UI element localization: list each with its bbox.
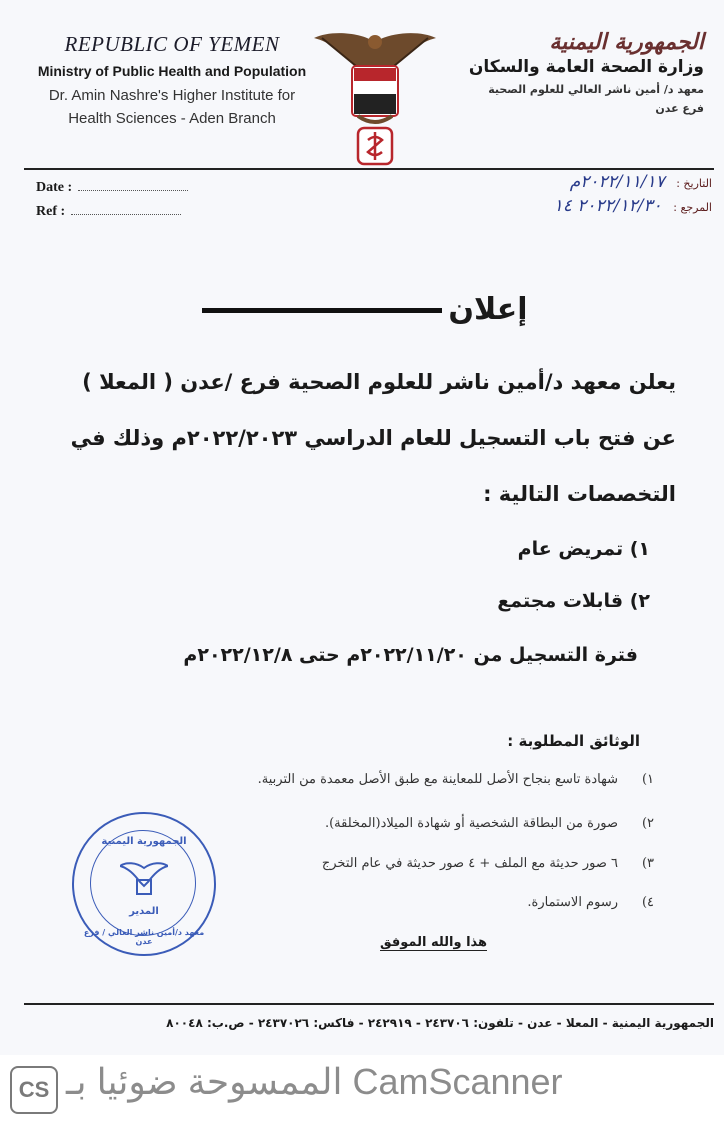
english-institute-line1: Dr. Amin Nashre's Higher Institute for xyxy=(48,87,296,104)
body-line-3: التخصصات التالية : xyxy=(483,482,676,506)
official-stamp xyxy=(72,812,216,956)
body-line-2: عن فتح باب التسجيل للعام الدراسي ٢٠٢٢/٢٠٢٣م وذلك في xyxy=(70,426,676,450)
specialty-item xyxy=(518,538,650,560)
yemen-emblem-icon xyxy=(312,28,438,168)
footer-contact: الجمهورية اليمنية - المعلا - عدن - تلفون: ٢٤٣٧٠٦ - ٢٤٢٩١٩ - فاكس: ٢٤٣٧٠٢٦ - ص.ب: ٨٠٠٤٨ xyxy=(166,1016,714,1030)
header-divider xyxy=(24,168,714,170)
camscanner-logo-icon: CS xyxy=(10,1066,58,1114)
registration-period: فترة التسجيل من ٢٠٢٢/١١/٢٠م حتى ٢٠٢٢/١٢/٨م xyxy=(183,644,638,666)
arabic-institute: معهد د/ أمين ناشر العالي للعلوم الصحية xyxy=(488,83,704,96)
document-text: شهادة تاسع بنجاح الأصل للمعاينة مع طبق الأصل معمدة من التربية. xyxy=(257,772,618,787)
arabic-branch: فرع عدن xyxy=(655,102,704,115)
english-institute-line2: Health Sciences - Aden Branch xyxy=(68,110,276,128)
date-label: Date : xyxy=(36,180,73,195)
closing-phrase: هذا والله الموفق xyxy=(380,935,488,950)
arabic-ref-label: المرجع : xyxy=(673,201,712,214)
date-field xyxy=(36,180,188,196)
english-header xyxy=(22,32,322,131)
document-text: صورة من البطاقة الشخصية أو شهادة الميلاد(المخلقة). xyxy=(324,816,618,831)
specialty-label: تمريض عام xyxy=(517,538,624,560)
announcement-body xyxy=(36,354,676,522)
body-line-1: يعلن معهد د/أمين ناشر للعلوم الصحية فرع /عدن ( المعلا ) xyxy=(82,370,676,394)
stamp-ring-text: معهد د/أمين ناشر العالي / فرع عدن xyxy=(83,928,205,946)
arabic-ref-field xyxy=(554,196,712,216)
arabic-date-label: التاريخ : xyxy=(676,177,712,190)
document-number: ٤) xyxy=(641,895,654,910)
stamp-role: المدير xyxy=(129,906,159,917)
ref-field xyxy=(36,204,181,220)
document-number: ١) xyxy=(641,772,654,787)
stamp-top-text: الجمهورية اليمنية xyxy=(101,836,187,847)
arabic-republic: الجمهورية اليمنية xyxy=(549,30,704,55)
footer-divider xyxy=(24,1003,714,1005)
required-documents-heading: الوثائق المطلوبة : xyxy=(507,732,640,750)
english-ministry: Ministry of Public Health and Population xyxy=(37,63,307,79)
specialty-item xyxy=(497,590,650,612)
document-number: ٢) xyxy=(641,816,654,831)
english-republic: REPUBLIC OF YEMEN xyxy=(64,32,280,56)
specialty-label: قابلات مجتمع xyxy=(497,590,624,612)
arabic-ministry: وزارة الصحة العامة والسكان xyxy=(468,57,704,77)
handwritten-ref: ٢٠٢٢/١٢/٣٠ ١٤ xyxy=(553,196,662,216)
document-text: رسوم الاستمارة. xyxy=(527,895,618,910)
specialty-number: ١) xyxy=(629,538,650,560)
document-item xyxy=(94,772,654,787)
stamp-eagle-icon xyxy=(120,862,168,900)
announcement-title-text: إعلان xyxy=(448,292,528,327)
camscanner-watermark xyxy=(0,1055,724,1123)
handwritten-date: ٢٠٢٢/١١/١٧م xyxy=(569,172,665,192)
specialty-number: ٢) xyxy=(629,590,650,612)
arabic-header xyxy=(434,30,704,115)
document-text: ٦ صور حديثة مع الملف + ٤ صور حديثة في عام التخرج xyxy=(321,856,618,871)
camscanner-text: الممسوحة ضوئيا بـ CamScanner xyxy=(66,1061,563,1102)
arabic-date-field xyxy=(570,172,712,192)
announcement-title xyxy=(0,292,724,327)
document-number: ٣) xyxy=(641,856,654,871)
english-institute xyxy=(22,84,322,131)
ref-label: Ref : xyxy=(36,204,66,219)
